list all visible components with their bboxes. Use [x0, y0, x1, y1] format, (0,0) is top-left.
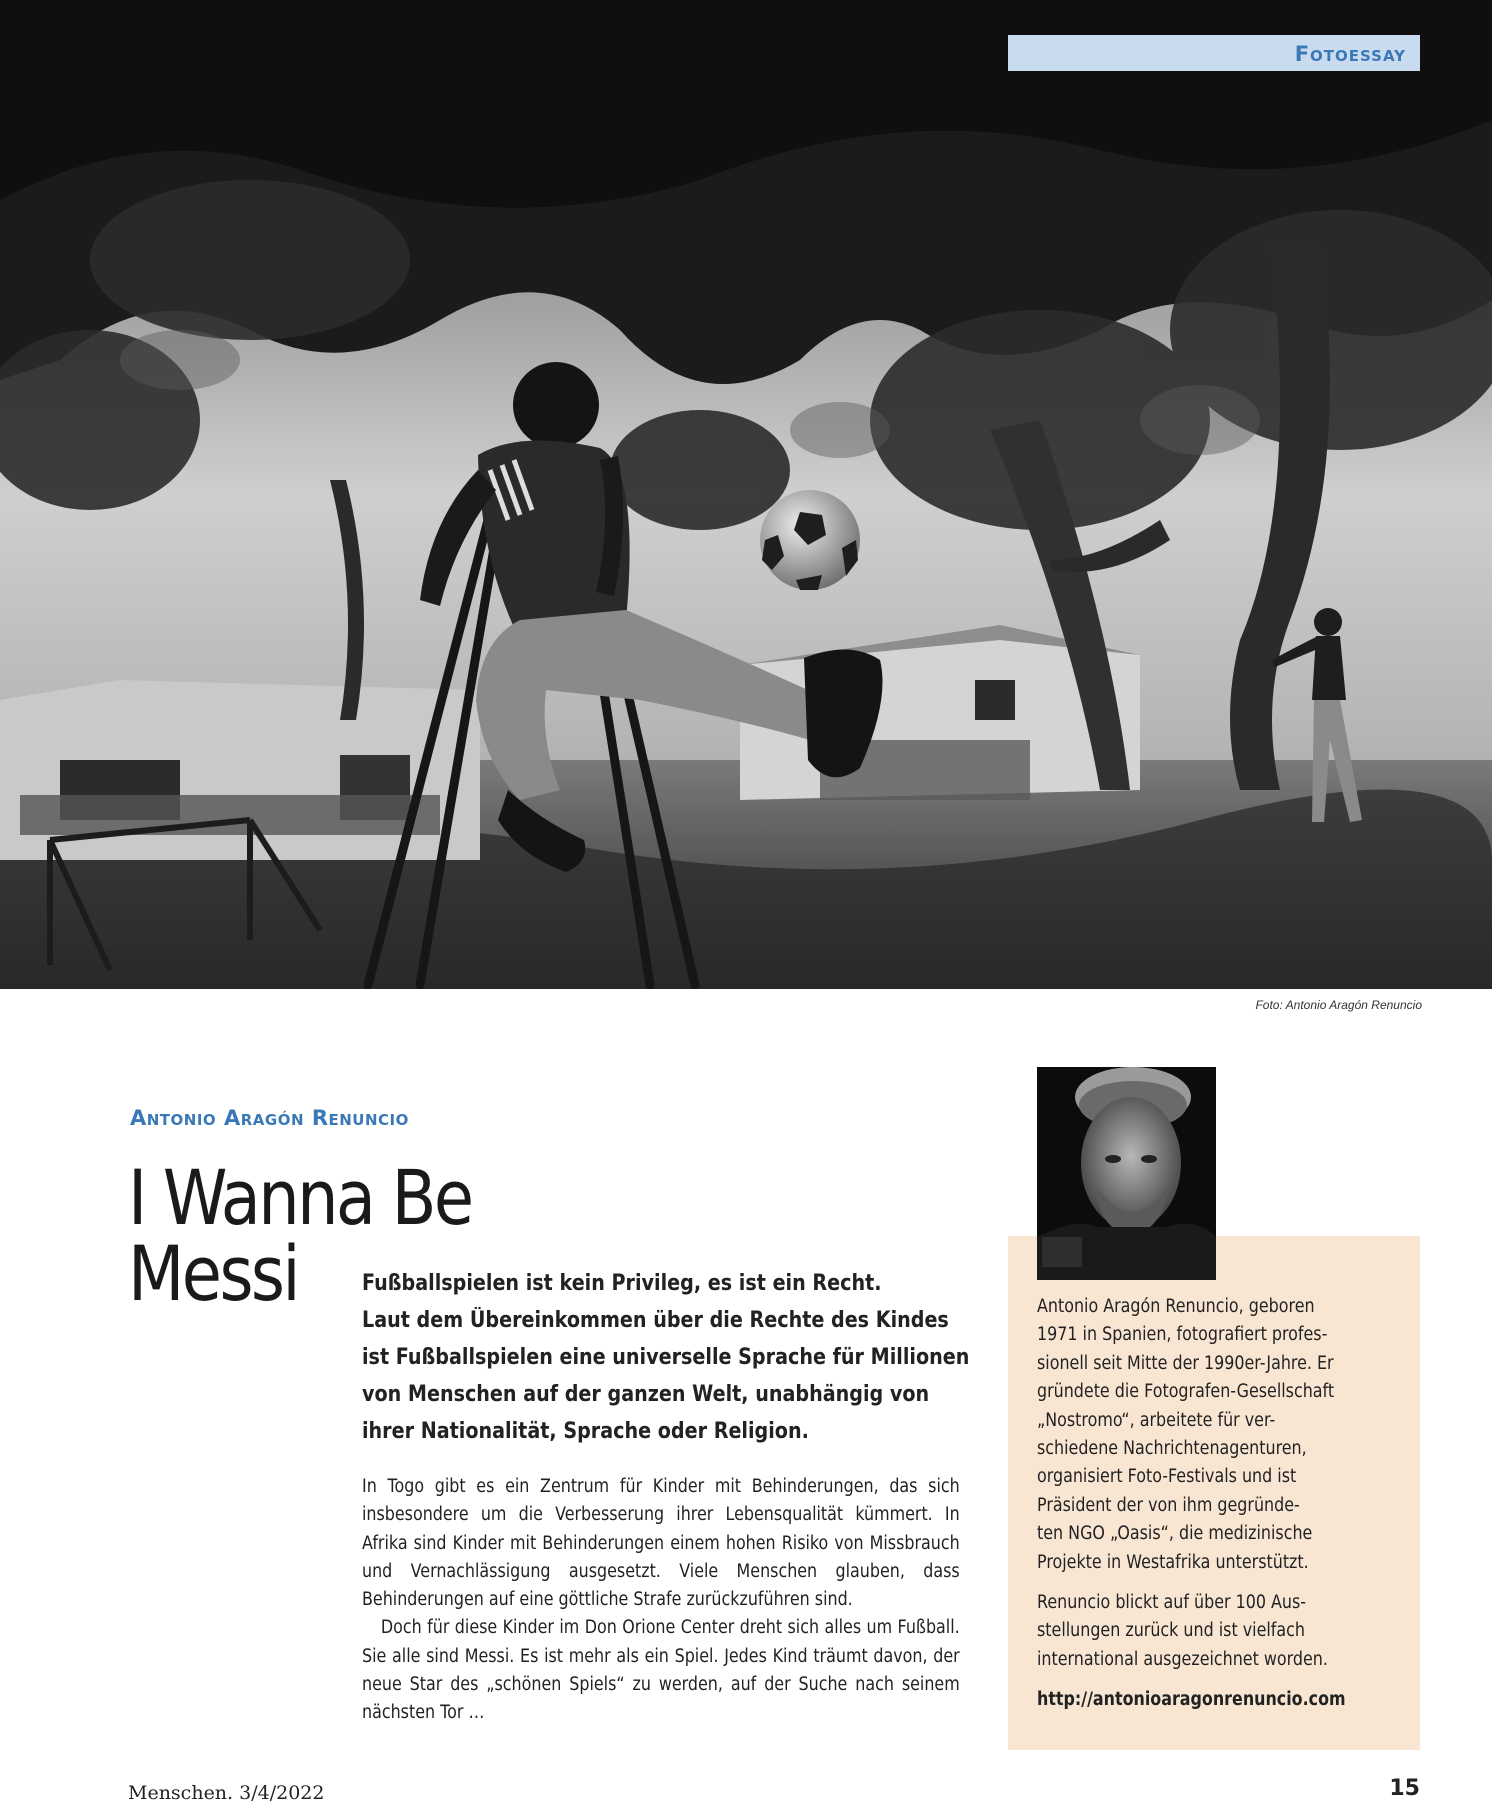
author-byline: Antonio Aragón Renuncio — [130, 1106, 409, 1130]
title-line-1: I Wanna Be — [128, 1153, 472, 1242]
bio-line: Renuncio blickt auf über 100 Aus- — [1037, 1592, 1307, 1614]
bio-line: „Nostromo“, arbeitete für ver- — [1037, 1409, 1276, 1431]
author-portrait — [1037, 1067, 1216, 1280]
author-website-link[interactable]: http://antonioaragonrenuncio.com — [1037, 1689, 1346, 1711]
lead-line: Fußballspielen ist kein Privileg, es ist ein Recht. — [362, 1271, 882, 1296]
bio-line: 1971 in Spanien, fotografiert profes- — [1037, 1324, 1328, 1346]
bio-line: stellungen zurück und ist vielfach — [1037, 1620, 1305, 1642]
section-label: Fotoessay — [1008, 35, 1420, 71]
bio-line: gründete die Fotografen-Gesellschaft — [1037, 1381, 1335, 1403]
bio-line: Präsident der von ihm gegründe- — [1037, 1494, 1300, 1516]
page-number: 15 — [1389, 1776, 1420, 1801]
bio-line: organisiert Foto-Festivals und ist — [1037, 1466, 1297, 1488]
bio-line: Projekte in Westafrika unterstützt. — [1037, 1551, 1309, 1573]
lead-line: von Menschen auf der ganzen Welt, unabhängig von — [362, 1382, 930, 1407]
lead-line: ist Fußballspielen eine universelle Sprache für Millionen — [362, 1345, 970, 1370]
lead-line: Laut dem Übereinkommen über die Rechte des Kindes — [362, 1308, 949, 1333]
bio-line: schiedene Nachrichtenagenturen, — [1037, 1438, 1307, 1460]
bio-line: Antonio Aragón Renuncio, geboren — [1037, 1296, 1315, 1317]
bio-line: international ausgezeichnet worden. — [1037, 1648, 1328, 1670]
bio-line: ten NGO „Oasis“, die medizinische — [1037, 1523, 1313, 1545]
title-line-2: Messi — [128, 1229, 298, 1318]
lead-paragraph — [362, 1265, 970, 1450]
body-paragraph-2: Doch für diese Kinder im Don Orione Center dreht sich alles um Fußball. Sie alle sind Messi. Es ist mehr als ein Spiel. Jedes Kind träumt davon, der neue Star des „schönen Spiels“ zu werden, auf der Suche nach seinem nächsten Tor … — [362, 1617, 960, 1724]
body-paragraph-1: In Togo gibt es ein Zentrum für Kinder mit Behinderungen, das sich insbesondere um die Verbesserung ihrer Lebensqualität kümmert. In Afrika sind Kinder mit Behinderungen einem hohen Risiko von Missbrauch und Vernachlässigung ausgesetzt. Viele Menschen glauben, dass Behinderungen auf eine göttliche Strafe zurückzuführen sind. — [362, 1476, 960, 1611]
photo-credit: Foto: Antonio Aragón Renuncio — [1255, 998, 1422, 1012]
footer-magazine-issue: Menschen. 3/4/2022 — [128, 1782, 325, 1804]
bio-text — [1037, 1293, 1417, 1715]
body-text — [362, 1473, 960, 1728]
bio-line: sionell seit Mitte der 1990er-Jahre. Er — [1037, 1352, 1334, 1374]
lead-line: ihrer Nationalität, Sprache oder Religion. — [362, 1419, 809, 1444]
